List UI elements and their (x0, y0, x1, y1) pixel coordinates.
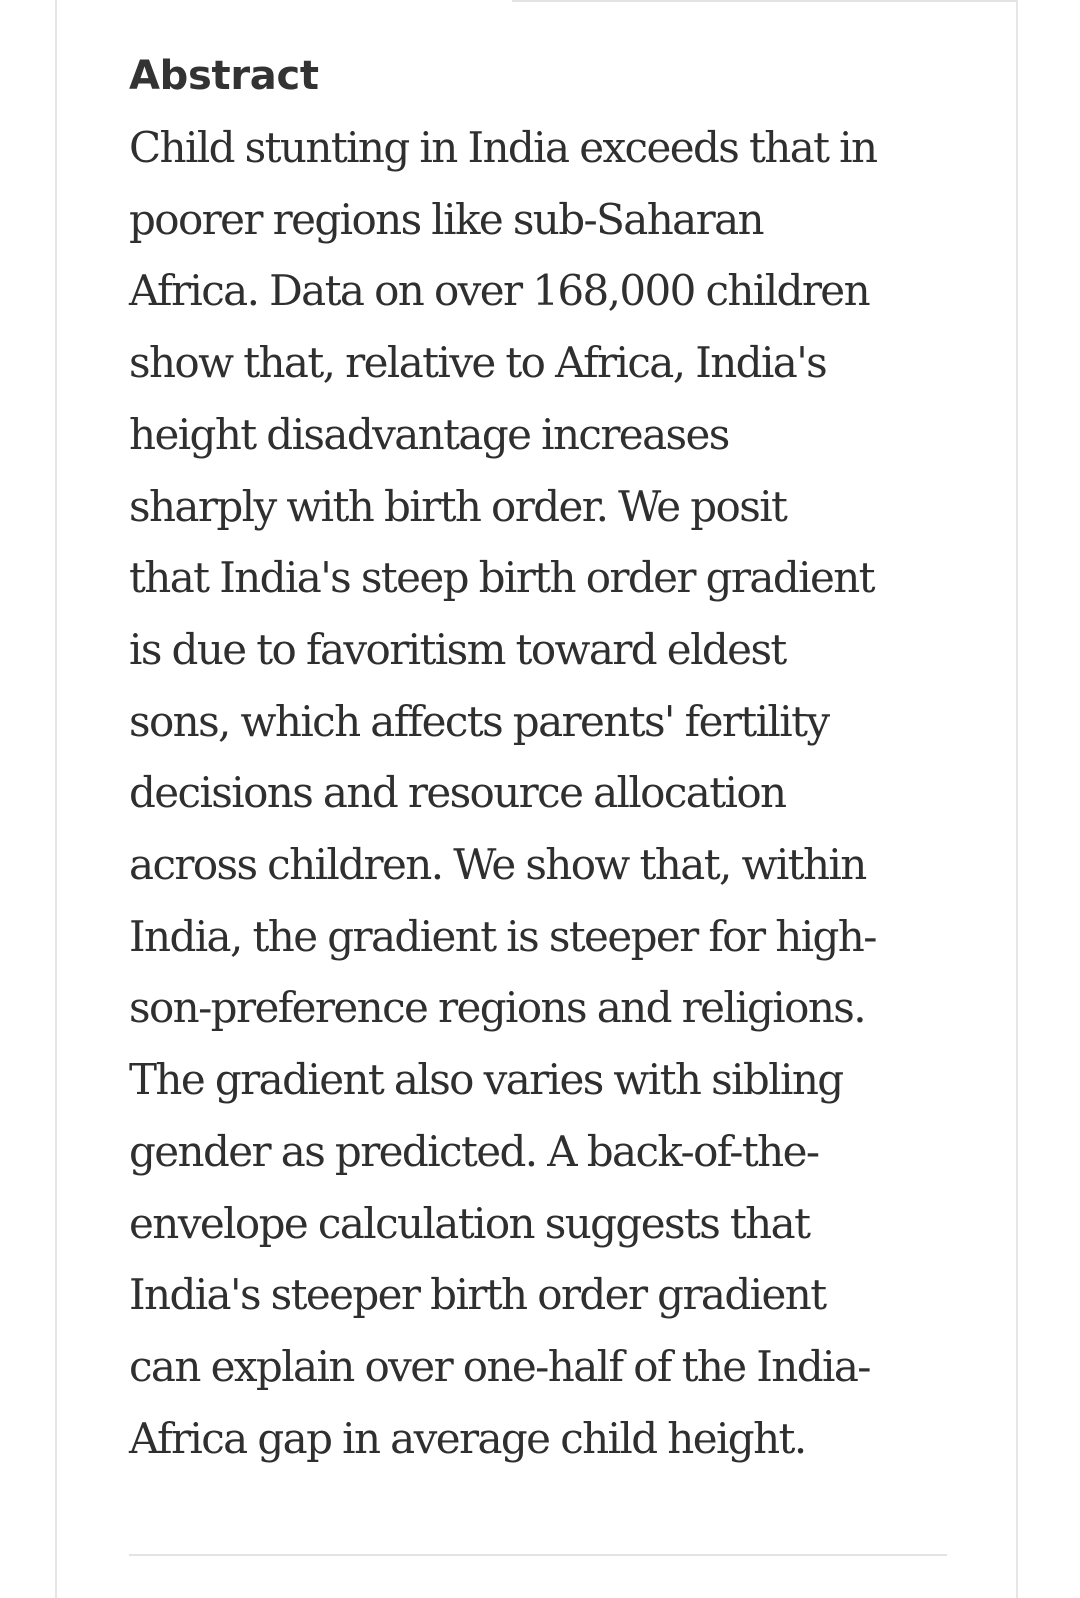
abstract-line: sons, which affects parents' fertility (129, 696, 829, 746)
abstract-line: that India's steep birth order gradient (129, 553, 874, 603)
abstract-line: height disadvantage increases (129, 409, 729, 459)
abstract-line: envelope calculation suggests that (129, 1198, 810, 1248)
abstract-line: can explain over one-half of the India- (129, 1341, 870, 1391)
top-divider (512, 0, 1018, 2)
abstract-line: is due to favoritism toward eldest (129, 624, 786, 674)
abstract-line: across children. We show that, within (129, 840, 866, 890)
abstract-heading: Abstract (129, 53, 319, 99)
abstract-line: show that, relative to Africa, India's (129, 338, 827, 388)
abstract-line: Africa gap in average child height. (129, 1413, 806, 1463)
abstract-line: sharply with birth order. We posit (129, 481, 787, 531)
bottom-divider (129, 1554, 947, 1556)
abstract-line: The gradient also varies with sibling (129, 1055, 843, 1105)
abstract-body (129, 112, 959, 1474)
abstract-line: poorer regions like sub-Saharan (129, 194, 763, 244)
abstract-line: India's steeper birth order gradient (129, 1270, 826, 1320)
abstract-line: Child stunting in India exceeds that in (129, 123, 877, 172)
abstract-line: gender as predicted. A back-of-the- (129, 1126, 819, 1176)
abstract-line: son-preference regions and religions. (129, 983, 865, 1033)
abstract-line: India, the gradient is steeper for high- (129, 911, 876, 961)
abstract-line: Africa. Data on over 168,000 children (129, 266, 870, 316)
abstract-section (129, 40, 959, 1474)
abstract-line: decisions and resource allocation (129, 768, 786, 818)
